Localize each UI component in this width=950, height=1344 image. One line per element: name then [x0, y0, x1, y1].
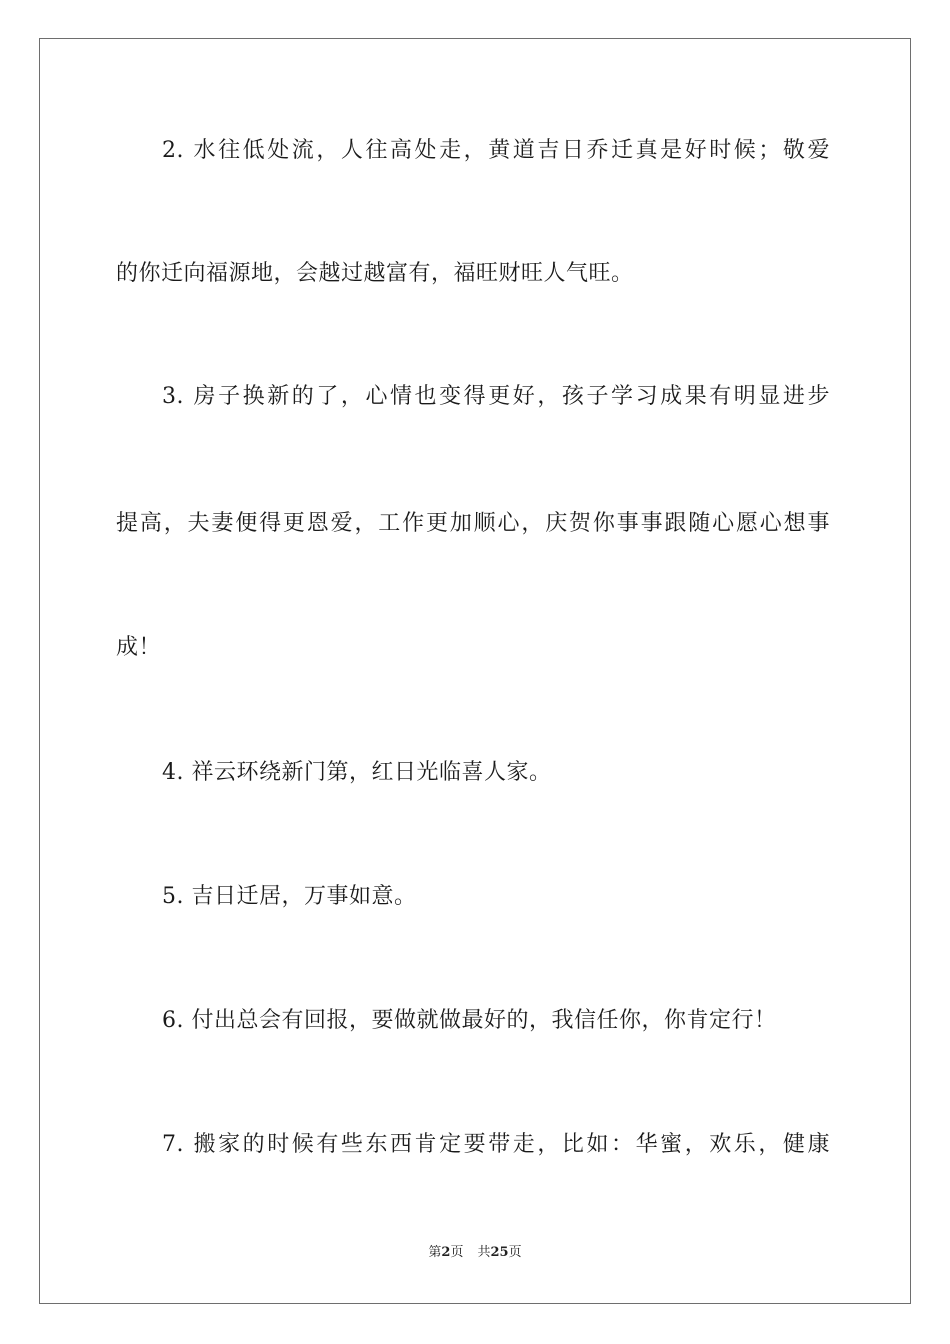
- footer-page-prefix: 第: [428, 1245, 442, 1260]
- page-border: [39, 38, 911, 1304]
- paragraph-3-line-2: 提高，夫妻便得更恩爱，工作更加顺心，庆贺你事事跟随心愿心想事: [116, 511, 830, 536]
- paragraph-7-line-1: 7. 搬家的时候有些东西肯定要带走，比如：华蜜，欢乐，健康: [162, 1132, 830, 1157]
- footer-total-suffix: 页: [508, 1245, 522, 1260]
- paragraph-2-line-2: 的你迁向福源地，会越过越富有，福旺财旺人气旺。: [116, 261, 634, 286]
- paragraph-6-line-1: 6. 付出总会有回报，要做就做最好的，我信任你，你肯定行！: [162, 1008, 777, 1033]
- footer-total-pages: 25: [490, 1245, 509, 1260]
- paragraph-3-line-1: 3. 房子换新的了，心情也变得更好，孩子学习成果有明显进步: [162, 384, 830, 409]
- footer-total-prefix: 共: [477, 1245, 491, 1260]
- paragraph-2-line-1: 2. 水往低处流，人往高处走，黄道吉日乔迁真是好时候；敬爱: [162, 138, 830, 163]
- paragraph-4-line-1: 4. 祥云环绕新门第，红日光临喜人家。: [162, 760, 552, 785]
- footer-page-suffix: 页: [450, 1245, 464, 1260]
- footer-page-number: 2: [441, 1245, 451, 1260]
- page-footer: [0, 1244, 950, 1262]
- paragraph-5-line-1: 5. 吉日迁居，万事如意。: [162, 884, 417, 909]
- paragraph-3-line-3: 成！: [116, 635, 162, 660]
